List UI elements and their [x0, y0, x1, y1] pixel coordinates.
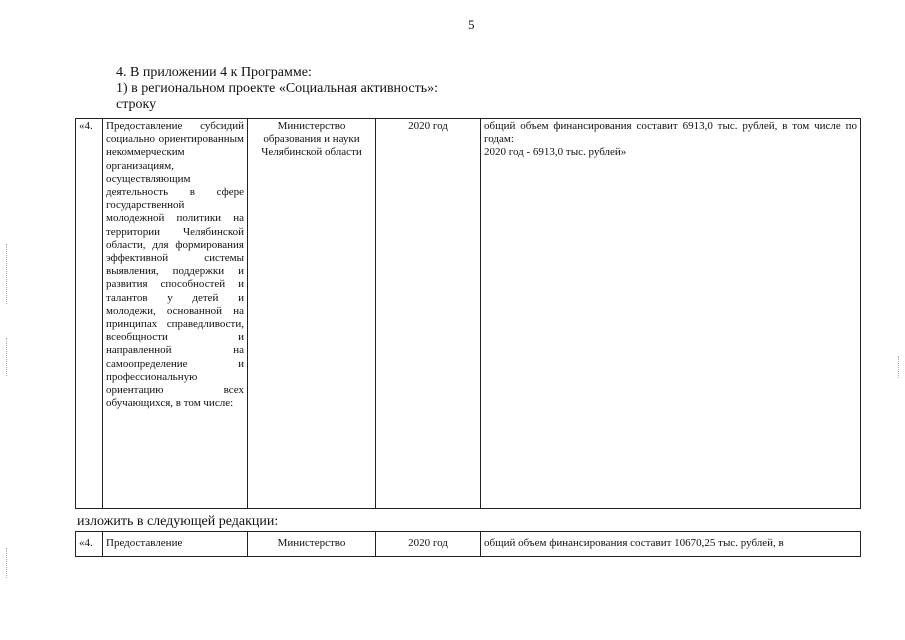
financing-cell: общий объем финансирования составит 10670,25 тыс. рублей, в [481, 532, 861, 557]
table-row [76, 119, 861, 509]
intro-line-1: 4. В приложении 4 к Программе: [116, 65, 312, 80]
original-row-table [75, 118, 861, 509]
year-cell: 2020 год [376, 119, 481, 509]
scan-artifact [6, 548, 7, 578]
description-cell: Предоставление субсидий социально ориентированным некоммерческим организациям, осуществляющим деятельность в сфере государственной молодежной политики на территории Челябинской области, для формирования эффективной системы выявления, поддержки и развития способностей и талантов у детей и молодежи, основанной на принципах справедливости, всеобщности и направленной на самоопределение и профессиональную ориентацию всех обучающихся, в том числе: [103, 119, 248, 509]
new-row-table [75, 531, 861, 557]
financing-cell [481, 119, 861, 509]
scan-artifact [6, 338, 7, 376]
year-cell: 2020 год [376, 532, 481, 557]
scan-artifact [898, 356, 899, 378]
scan-artifact [6, 244, 7, 304]
organization-cell: Министерство [248, 532, 376, 557]
description-cell: Предоставление [103, 532, 248, 557]
page-number: 5 [468, 17, 475, 32]
organization-cell: Министерство образования и науки Челябинской области [248, 119, 376, 509]
financing-text: общий объем финансирования составит 6913,0 тыс. рублей, в том числе по годам: [484, 120, 857, 146]
intro-line-3: строку [116, 97, 157, 112]
row-number-cell: «4. [76, 532, 103, 557]
row-number-cell: «4. [76, 119, 103, 509]
financing-year-text: 2020 год - 6913,0 тыс. рублей» [484, 146, 627, 159]
edit-instruction: изложить в следующей редакции: [77, 514, 279, 529]
table-row [76, 532, 861, 557]
amendment-intro [116, 65, 438, 113]
intro-line-2: 1) в региональном проекте «Социальная активность»: [116, 81, 439, 96]
